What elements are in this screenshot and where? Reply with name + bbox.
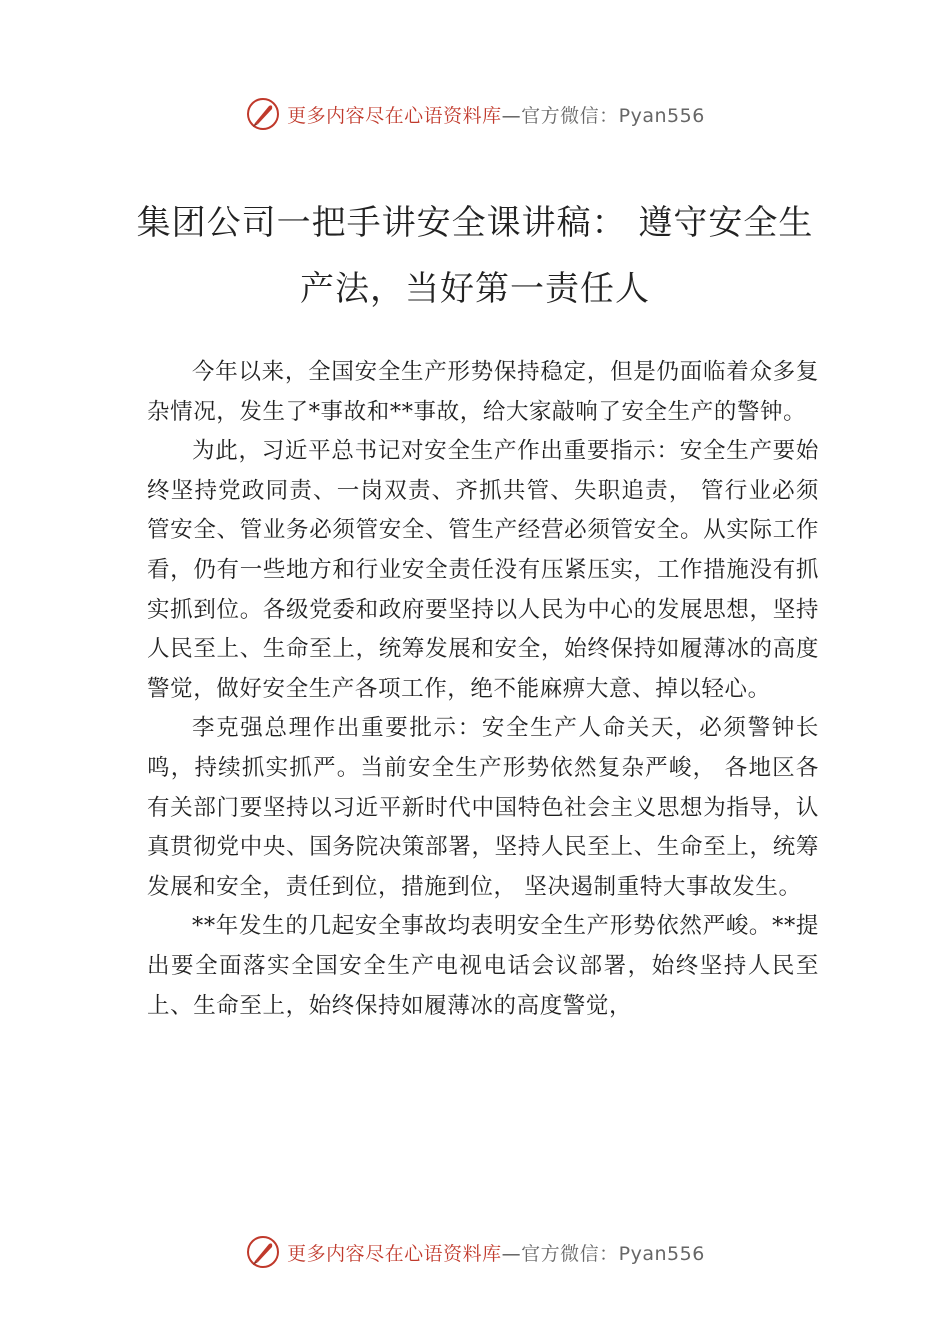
document-title: 集团公司一把手讲安全课讲稿： 遵守安全生产法，当好第一责任人: [136, 203, 814, 309]
quill-pen-logo-icon: [245, 1234, 281, 1270]
watermark-separator: —: [501, 1242, 522, 1265]
header-watermark: [0, 92, 950, 136]
watermark-text: [287, 1239, 705, 1266]
quill-pen-logo-icon: [245, 96, 281, 132]
paragraph: 今年以来，全国安全生产形势保持稳定，但是仍面临着众多复杂情况，发生了*事故和**事故，给大家敲响了安全生产的警钟。: [147, 359, 819, 425]
watermark-text: [287, 101, 705, 128]
watermark-wechat: 官方微信：Pyan556: [521, 1242, 705, 1265]
watermark-separator: —: [501, 104, 522, 127]
paragraph: 李克强总理作出重要批示：安全生产人命关天，必须警钟长鸣，持续抓实抓严。当前安全生产形势依然复杂严峻， 各地区各有关部门要坚持以习近平新时代中国特色社会主义思想为指导，认真贯彻党中央、国务院决策部署，坚持人民至上、生命至上，统筹发展和安全，责任到位，措施到位， 坚决遏制重特大事故发生。: [147, 715, 819, 900]
paragraph: **年发生的几起安全事故均表明安全生产形势依然严峻。**提出要全面落实全国安全生产电视电话会议部署，始终坚持人民至上、生命至上，始终保持如履薄冰的高度警觉，: [147, 913, 819, 1019]
document-body: [147, 353, 819, 1026]
watermark-brand: 更多内容尽在心语资料库: [287, 104, 502, 127]
footer-watermark: [0, 1230, 950, 1274]
paragraph: 为此，习近平总书记对安全生产作出重要指示：安全生产要始终坚持党政同责、一岗双责、齐抓共管、失职追责， 管行业必须管安全、管业务必须管安全、管生产经营必须管安全。从实际工作看，仍有一些地方和行业安全责任没有压紧压实，工作措施没有抓实抓到位。各级党委和政府要坚持以人民为中心的发展思想，坚持人民至上、生命至上，统筹发展和安全，始终保持如履薄冰的高度警觉，做好安全生产各项工作，绝不能麻痹大意、掉以轻心。: [147, 438, 819, 702]
watermark-brand: 更多内容尽在心语资料库: [287, 1242, 502, 1265]
watermark-wechat: 官方微信：Pyan556: [521, 104, 705, 127]
